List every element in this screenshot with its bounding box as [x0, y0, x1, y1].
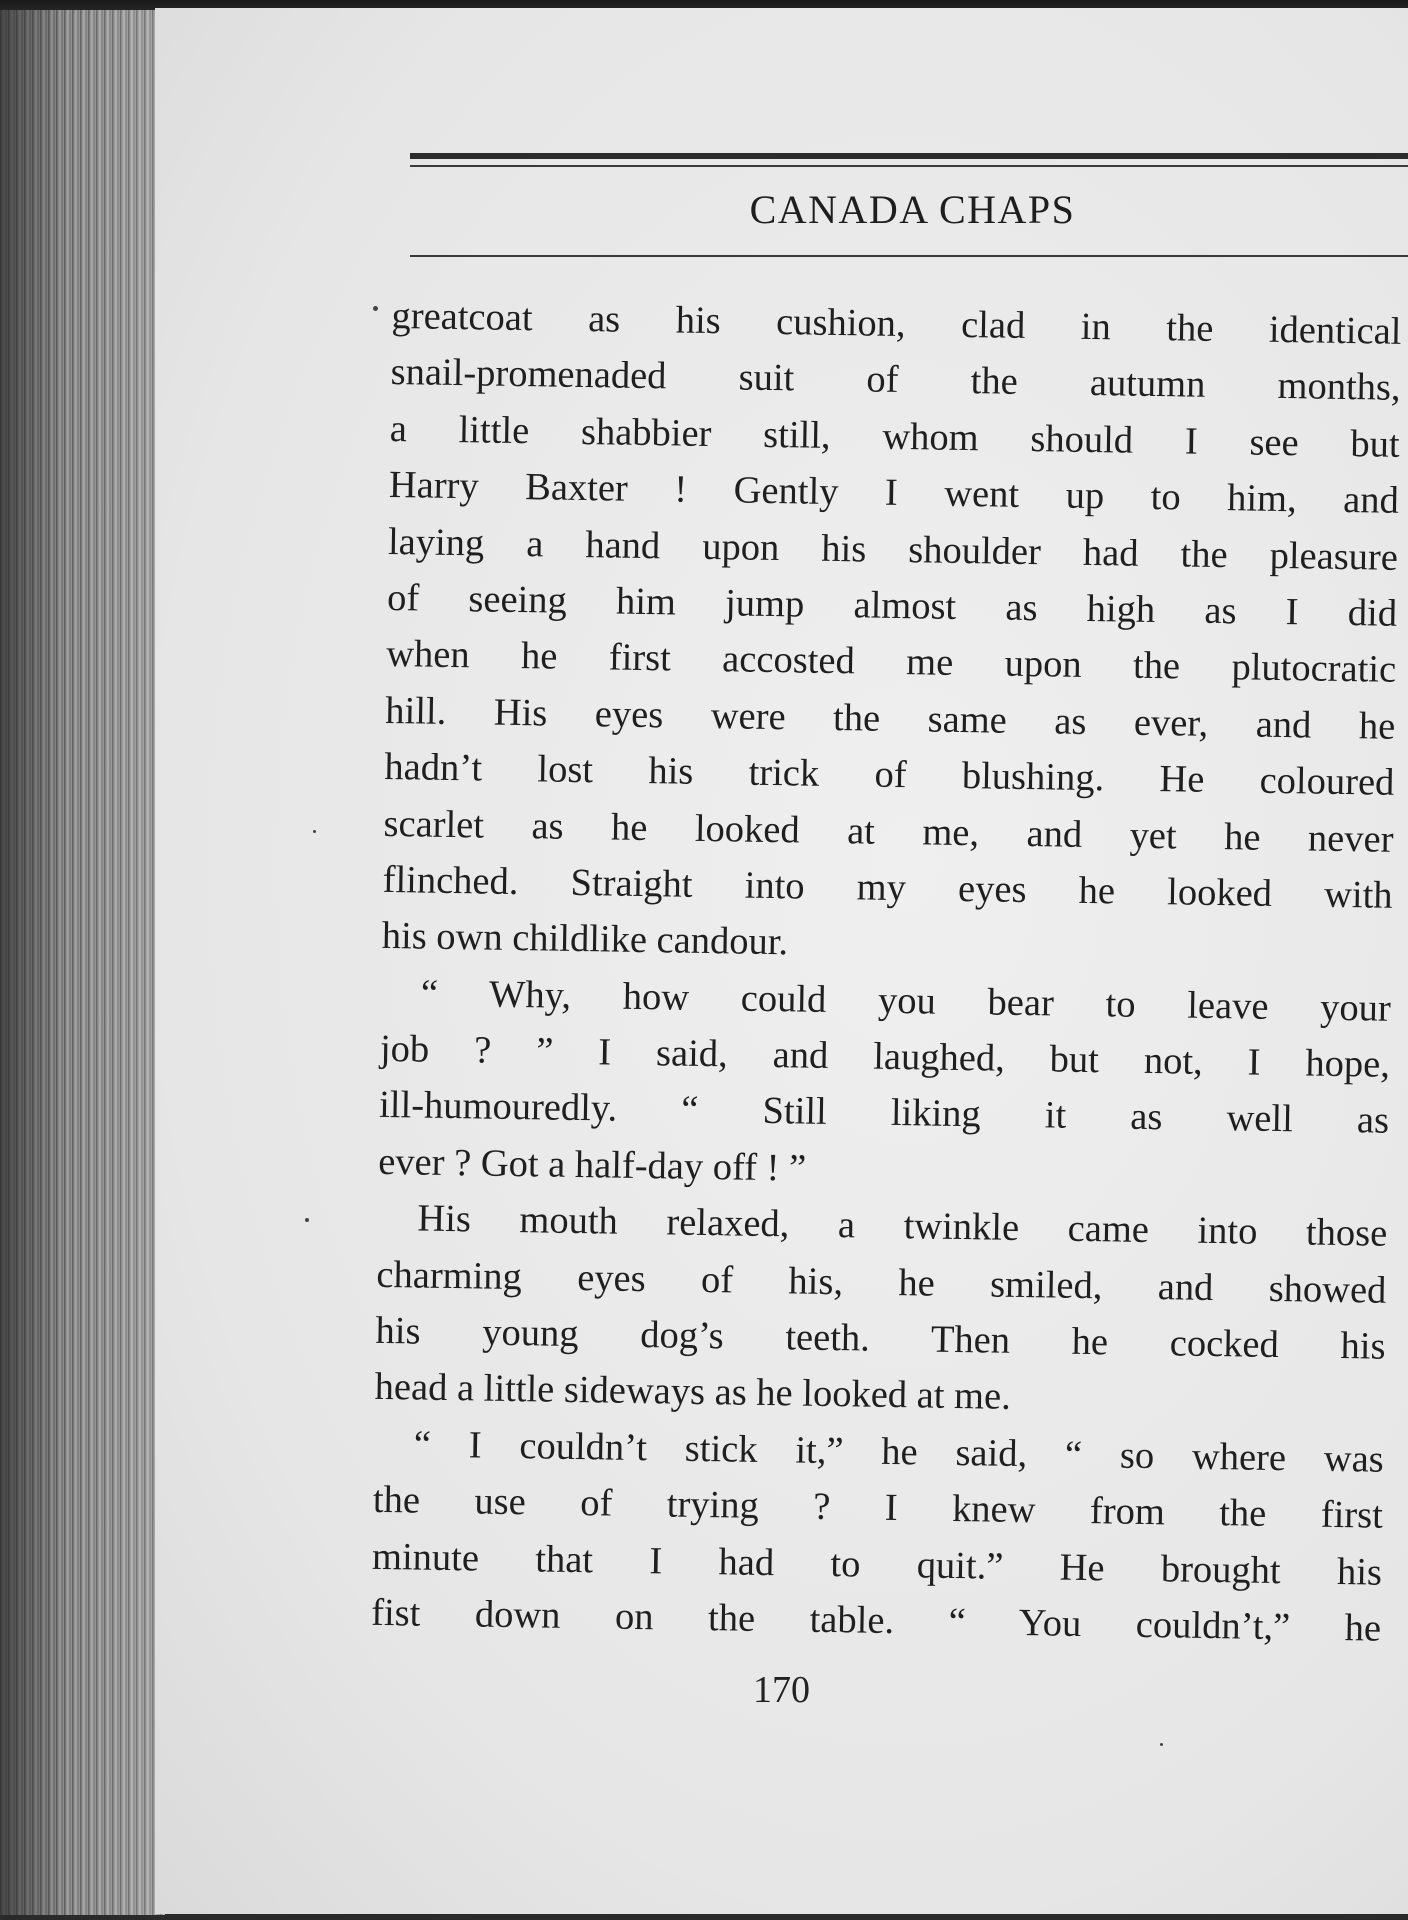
paper-speck [313, 830, 316, 833]
text-line: hill. His eyes were the same as ever, and he [385, 689, 1396, 748]
text-line: snail-promenaded suit of the autumn months, [390, 351, 1401, 410]
book-page [155, 8, 1408, 1914]
text-line: head a little sideways as he looked at me. [374, 1366, 1012, 1419]
body-text [371, 288, 1402, 1657]
paper-speck [305, 1218, 309, 1222]
text-line: Harry Baxter ! Gently I went up to him, and [388, 464, 1400, 523]
text-line: “ I couldn’t stick it,” he said, “ so where was [413, 1423, 1385, 1481]
page-number: 170 [753, 1669, 810, 1711]
text-line: His mouth relaxed, a twinkle came into those [417, 1197, 1388, 1255]
text-line: minute that I had to quit.” He brought his [371, 1535, 1383, 1594]
header-rule-thick [410, 153, 1408, 159]
text-line: the use of trying ? I knew from the first [372, 1479, 1384, 1537]
text-line: when he first accosted me upon the plutocratic [385, 633, 1397, 692]
running-head: CANADA CHAPS [749, 187, 1076, 232]
text-line: scarlet as he looked at me, and yet he never [383, 802, 1394, 861]
book-page-edges [0, 10, 165, 1915]
text-line: charming eyes of his, he smiled, and showed [376, 1253, 1387, 1312]
paper-speck [1160, 1743, 1163, 1746]
paper-speck [373, 306, 378, 311]
text-line: his own childlike candour. [381, 915, 789, 964]
text-line: greatcoat as his cushion, clad in the identical [391, 294, 1402, 353]
header-underline-rule [410, 255, 1408, 257]
text-line: ill-humouredly. “ Still liking it as well as [378, 1084, 1390, 1143]
text-line: fist down on the table. “ You couldn’t,” he [370, 1591, 1382, 1650]
text-line: a little shabbier still, whom should I see but [389, 407, 1400, 466]
text-line: flinched. Straight into my eyes he looked with [382, 858, 1393, 917]
header-rule-thin [410, 165, 1408, 167]
text-line: of seeing him jump almost as high as I did [386, 576, 1398, 635]
text-line: job ? ” I said, and laughed, but not, I hope, [379, 1027, 1391, 1086]
text-line: ever ? Got a half-day off ! ” [377, 1140, 807, 1190]
text-line: hadn’t lost his trick of blushing. He coloured [384, 746, 1395, 804]
text-line: his young dog’s teeth. Then he cocked his [375, 1309, 1386, 1368]
text-line: laying a hand upon his shoulder had the pleasure [387, 520, 1399, 579]
text-line: “ Why, how could you bear to leave your [420, 972, 1392, 1030]
